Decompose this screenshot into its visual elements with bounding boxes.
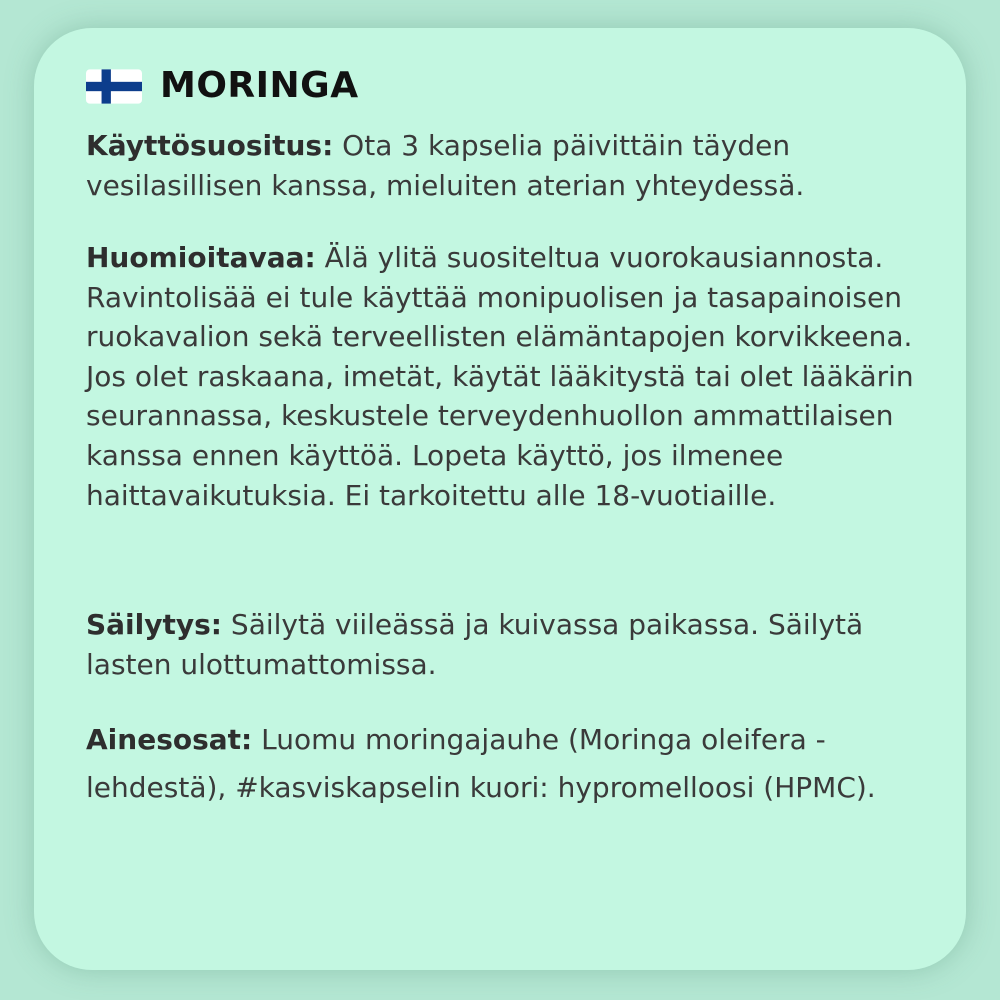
storage-label: Säilytys: bbox=[86, 608, 223, 641]
warnings-section bbox=[86, 238, 916, 515]
product-info-card bbox=[34, 28, 966, 970]
warnings-label: Huomioitavaa: bbox=[86, 241, 316, 274]
card-header bbox=[86, 66, 359, 106]
usage-text: Ota 3 kapselia päivittäin täyden vesilasillisen kanssa, mieluiten aterian yhteydessä. bbox=[86, 129, 805, 202]
usage-section bbox=[86, 126, 916, 205]
product-title: MORINGA bbox=[160, 65, 359, 106]
usage-label: Käyttösuositus: bbox=[86, 129, 334, 162]
ingredients-text: Luomu moringajauhe (Moringa oleifera -lehdestä), #kasviskapselin kuori: hypromelloosi (HPMC). bbox=[86, 723, 876, 804]
storage-section bbox=[86, 605, 916, 684]
warnings-text: Älä ylitä suositeltua vuorokausiannosta. Ravintolisää ei tule käyttää monipuolisen ja tasapainoisen ruokavalion sekä terveellisten elämäntapojen korvikkeena. Jos olet raskaana, imetät, käytät lääkitystä tai olet lääkärin seurannassa, keskustele terveydenhuollon ammattilaisen kanssa ennen käyttöä. Lopeta käyttö, jos ilmenee haittavaikutuksia. Ei tarkoitettu alle 18-vuotiaille. bbox=[86, 241, 914, 512]
ingredients-label: Ainesosat: bbox=[86, 723, 253, 756]
finland-flag-icon bbox=[86, 68, 142, 105]
storage-text: Säilytä viileässä ja kuivassa paikassa. Säilytä lasten ulottumattomissa. bbox=[86, 608, 864, 681]
ingredients-section bbox=[86, 716, 916, 812]
